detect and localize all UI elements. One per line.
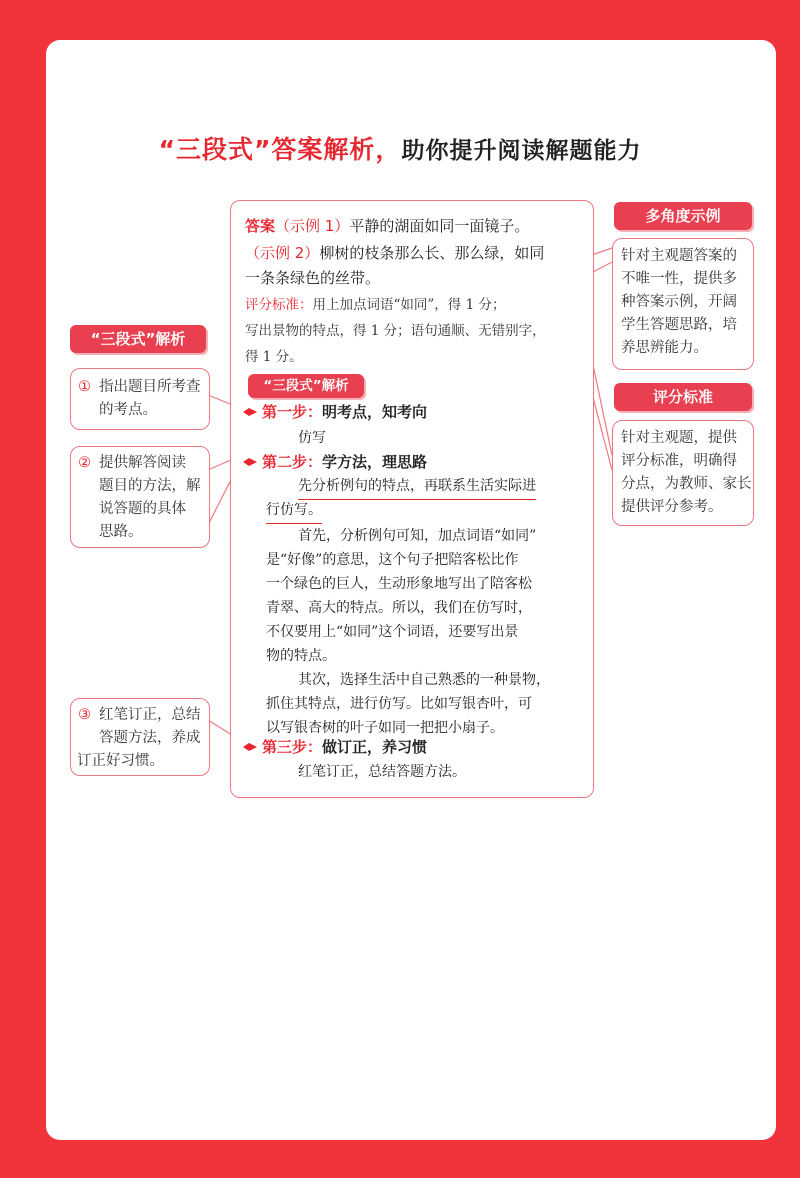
note-2-line-2: 题目的方法，解	[99, 478, 201, 494]
note-number-3: ③	[78, 707, 91, 723]
step-3-title: 做订正，养习惯	[322, 738, 428, 756]
note-number-2: ②	[78, 455, 91, 471]
step-1-title: 明考点，知考向	[322, 403, 428, 421]
step-3-arrow-icon	[243, 742, 257, 752]
note-2-line-3: 说答题的具体	[99, 501, 186, 517]
inner-tag: “三段式”解析	[248, 374, 364, 398]
note-number-1: ①	[78, 379, 91, 395]
answer-line-1	[245, 214, 529, 239]
right-tag-examples: 多角度示例	[614, 202, 752, 230]
answer-line-2	[245, 241, 544, 266]
title-highlight: “三段式”答案解析，	[158, 135, 402, 164]
examples-note-box	[612, 238, 754, 370]
examples-note-line-1: 针对主观题答案的	[621, 248, 737, 264]
para-1-line-1: 首先，分析例句可知，加点词语“如同”	[298, 528, 537, 544]
note-box-1	[70, 368, 210, 430]
example-2-text: 柳树的枝条那么长、那么绿，如同	[319, 244, 545, 262]
step-3-heading	[262, 735, 427, 760]
score-line-1	[245, 292, 505, 318]
score-label: 评分标准：	[245, 297, 313, 313]
answer-label: 答案	[245, 217, 276, 235]
note-3-line-2: 答题方法，养成	[99, 730, 201, 746]
para-2-line-2: 抓住其特点，进行仿写。比如写银杏叶，可	[266, 696, 532, 712]
example-1-text: 平静的湖面如同一面镜子。	[349, 217, 530, 235]
note-3-line-1: 红笔订正，总结	[99, 707, 201, 723]
step-2-underlined-2: 行仿写。	[266, 498, 322, 524]
scoring-note-line-2: 评分标准，明确得	[621, 453, 737, 469]
note-1-line-2: 的考点。	[99, 402, 157, 418]
example-2-label: （示例 2）	[245, 244, 320, 262]
scoring-note-line-1: 针对主观题，提供	[621, 430, 737, 446]
scoring-note-line-3: 分点，为教师、家长	[621, 476, 752, 492]
score-line-2: 写出景物的特点，得 1 分；语句通顺、无错别字，	[245, 323, 546, 339]
note-2-line-4: 思路。	[99, 524, 143, 540]
para-1-line-2: 是“好像”的意思，这个句子把陪客松比作	[266, 552, 519, 568]
examples-note-line-4: 学生答题思路，培	[621, 317, 737, 333]
step-2-heading	[262, 450, 427, 475]
examples-note-line-2: 不唯一性，提供多	[621, 271, 737, 287]
step-1-label: 第一步：	[262, 403, 323, 421]
examples-note-line-3: 种答案示例，开阔	[621, 294, 737, 310]
note-2-line-1: 提供解答阅读	[99, 455, 186, 471]
example-1-label: （示例 1）	[275, 217, 350, 235]
note-box-3	[70, 698, 210, 776]
examples-note-line-5: 养思辨能力。	[621, 340, 708, 356]
step-3-label: 第三步：	[262, 738, 323, 756]
para-1-line-5: 不仅要用上“如同”这个词语，还要写出景	[266, 624, 519, 640]
step-2-label: 第二步：	[262, 453, 323, 471]
right-tag-scoring: 评分标准	[614, 383, 752, 411]
para-2-line-3: 以写银杏树的叶子如同一把把小扇子。	[266, 720, 504, 736]
step-1-arrow-icon	[243, 407, 257, 417]
para-1-line-6: 物的特点。	[266, 648, 336, 664]
para-2-line-1: 其次，选择生活中自己熟悉的一种景物，	[298, 672, 550, 688]
scoring-note-line-4: 提供评分参考。	[621, 499, 723, 515]
step-1-heading	[262, 400, 427, 425]
step-2-underlined-1: 先分析例句的特点，再联系生活实际进	[298, 474, 536, 500]
para-1-line-3: 一个绿色的巨人，生动形象地写出了陪客松	[266, 576, 532, 592]
step-1-body: 仿写	[298, 430, 326, 446]
step-2-arrow-icon	[243, 457, 257, 467]
score-text-1: 用上加点词语“如同”，得 1 分；	[312, 297, 506, 313]
scoring-note-box	[612, 420, 754, 526]
step-3-body: 红笔订正，总结答题方法。	[298, 764, 466, 780]
step-2-title: 学方法，理思路	[322, 453, 428, 471]
note-3-line-3: 订正好习惯。	[77, 753, 164, 769]
note-1-line-1: 指出题目所考查	[99, 379, 201, 395]
para-1-line-4: 青翠、高大的特点。所以，我们在仿写时，	[266, 600, 532, 616]
example-2-text-continued: 一条条绿色的丝带。	[245, 269, 381, 287]
note-box-2	[70, 446, 210, 548]
left-tag: “三段式”解析	[70, 325, 206, 353]
score-line-3: 得 1 分。	[245, 349, 303, 365]
title-rest: 助你提升阅读解题能力	[401, 138, 642, 164]
